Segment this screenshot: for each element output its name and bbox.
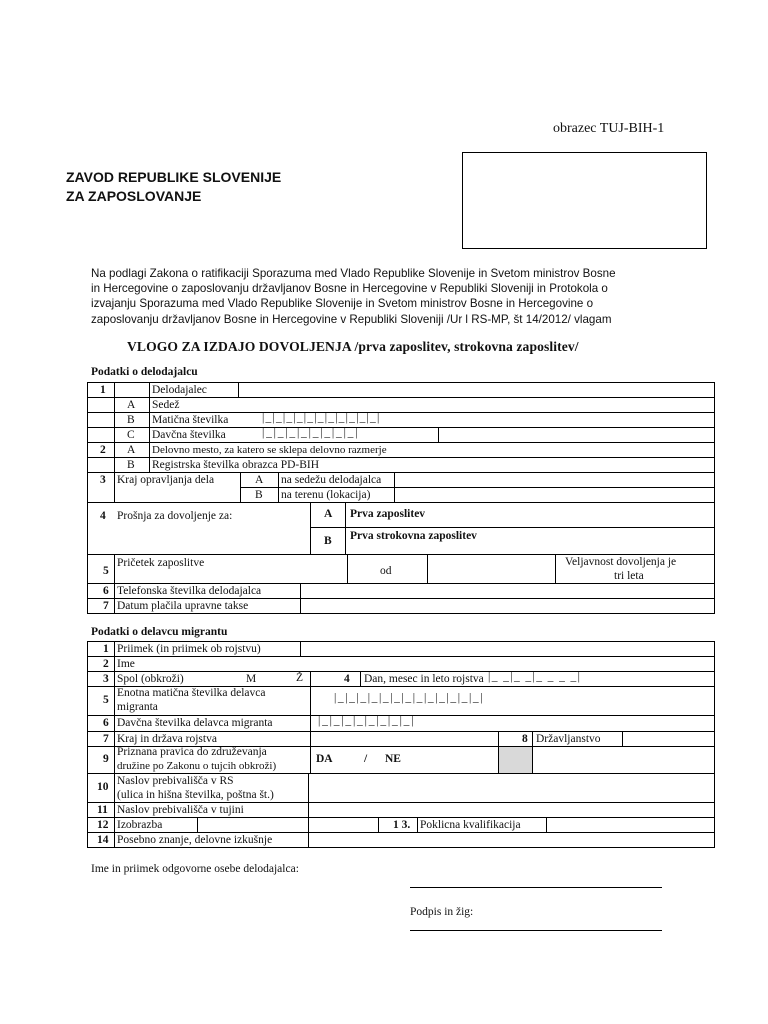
row-number: 5 [103, 694, 109, 706]
row-number: 3 [103, 673, 109, 685]
registration-number-boxes[interactable]: |_|_|_|_|_|_|_|_|_|_|_| [262, 412, 381, 424]
signature-line[interactable] [410, 930, 662, 931]
signature-label: Podpis in žig: [410, 906, 474, 918]
yes-no-separator: / [364, 753, 368, 765]
intro-line: zaposlovanju državljanov Bosne in Hercegovine v Republiki Sloveniji /Ur l RS-MP, št 14/2012/ vlagam [91, 312, 612, 326]
row-number: 1 [100, 384, 106, 396]
first-name-field[interactable] [190, 658, 710, 670]
row-number: 1 [103, 643, 109, 655]
citizenship-label: Državljanstvo [536, 733, 601, 745]
surname-label: Priimek (in priimek ob rojstvu) [117, 643, 261, 655]
registration-number-label: Matična številka [152, 414, 229, 426]
address-abroad-label: Naslov prebivališča v tujini [117, 804, 244, 816]
citizenship-field[interactable] [624, 733, 712, 745]
fee-payment-date-label: Datum plačila upravne takse [117, 600, 249, 612]
birth-date-boxes[interactable]: |_ _|_ _|_ _ _ _| [488, 671, 582, 683]
row-number: 2 [100, 444, 106, 456]
row-number: 7 [103, 600, 109, 612]
intro-line: Na podlagi Zakona o ratifikaciji Sporazuma med Vlado Republike Slovenije in Svetom ministrov Bosne [91, 267, 616, 280]
row-number: 2 [103, 658, 109, 670]
tax-number-label: Davčna številka [152, 429, 226, 441]
row-letter: A [127, 399, 136, 411]
row-number: 14 [97, 834, 109, 846]
family-right-label-line-1: Priznana pravica do združevanja [117, 746, 267, 758]
employer-phone-field[interactable] [302, 585, 712, 597]
family-right-label-line-2: družine po Zakonu o tujcih obkroži) [117, 760, 277, 772]
surname-field[interactable] [302, 643, 712, 655]
row-number: 6 [103, 585, 109, 597]
address-abroad-field[interactable] [310, 804, 712, 816]
employer-phone-label: Telefonska številka delodajalca [117, 585, 262, 597]
row-number: 11 [97, 804, 108, 816]
institution-line-2: ZA ZAPOSLOVANJE [66, 188, 202, 204]
work-place-option-field[interactable]: na terenu (lokacija) [281, 489, 371, 501]
qualification-label: Poklicna kvalifikacija [420, 819, 521, 831]
address-slovenia-field[interactable] [310, 775, 712, 801]
seat-label: Sedež [152, 399, 180, 411]
row-number: 6 [103, 717, 109, 729]
institution-line-1: ZAVOD REPUBLIKE SLOVENIJE [66, 169, 282, 185]
option-letter: B [324, 535, 332, 547]
worker-tax-number-boxes[interactable]: |_|_|_|_|_|_|_|_| [318, 715, 416, 727]
validity-line-2: tri leta [614, 570, 644, 582]
birth-date-label: Dan, mesec in leto rojstva [364, 673, 484, 685]
seat-field[interactable] [240, 399, 710, 411]
row-number: 10 [97, 781, 109, 793]
row-number: 4 [100, 510, 106, 522]
emso-label-line-1: Enotna matična številka delavca [117, 687, 266, 699]
shaded-cell [498, 747, 532, 773]
birth-place-label: Kraj in država rojstva [117, 733, 217, 745]
job-position-field[interactable] [432, 444, 710, 456]
option-letter: A [324, 508, 333, 520]
row-number: 8 [522, 733, 528, 745]
responsible-person-line[interactable] [410, 887, 662, 888]
emso-label-line-2: migranta [117, 701, 158, 713]
address-slovenia-label-line-1: Naslov prebivališča v RS [117, 775, 234, 787]
skills-experience-label: Posebno znanje, delovne izkušnje [117, 834, 273, 846]
row-letter: B [127, 414, 135, 426]
first-professional-employment-option[interactable]: Prva strokovna zaposlitev [350, 530, 477, 542]
gender-label: Spol (obkroži) [117, 673, 184, 685]
pd-bih-number-field[interactable] [345, 459, 710, 471]
qualification-field[interactable] [548, 819, 712, 831]
from-label: od [380, 565, 392, 577]
emso-boxes[interactable]: |_|_|_|_|_|_|_|_|_|_|_|_|_| [334, 692, 485, 704]
intro-line: izvajanju Sporazuma med Vlado Republike Slovenije in Svetom ministrov Bosne in Hercegovine o [91, 297, 594, 311]
work-place-option-seat[interactable]: na sedežu delodajalca [281, 474, 382, 486]
form-title: VLOGO ZA IZDAJO DOVOLJENJA /prva zaposlitev, strokovna zaposlitev/ [127, 339, 579, 354]
institution-name [66, 168, 281, 206]
tax-number-boxes[interactable]: |_|_|_|_|_|_|_|_| [262, 427, 360, 439]
fee-payment-date-field[interactable] [302, 600, 712, 612]
form-code: obrazec TUJ-BIH-1 [553, 121, 665, 136]
first-name-label: Ime [117, 658, 135, 670]
work-place-label: Kraj opravljanja dela [117, 474, 215, 486]
first-employment-option[interactable]: Prva zaposlitev [350, 508, 426, 520]
responsible-person-label: Ime in priimek odgovorne osebe delodajalca: [91, 863, 299, 875]
validity-line-1: Veljavnost dovoljenja je [565, 556, 677, 568]
pd-bih-number-label: Registrska številka obrazca PD-BIH [152, 459, 320, 471]
option-letter: B [255, 489, 263, 501]
option-letter: A [255, 474, 264, 486]
gender-option-female[interactable]: Ž [296, 672, 304, 684]
job-position-label: Delovno mesto, za katero se sklepa delovno razmerje [152, 444, 387, 456]
row-number: 9 [103, 753, 109, 765]
intro-paragraph [91, 266, 691, 327]
row-letter: A [127, 444, 136, 456]
skills-experience-field[interactable] [310, 834, 712, 846]
row-number: 1 3. [393, 819, 411, 831]
row-number: 4 [344, 673, 350, 685]
no-option[interactable]: NE [385, 753, 401, 765]
education-field[interactable] [199, 819, 377, 831]
worker-tax-number-label: Davčna številka delavca migranta [117, 717, 273, 729]
row-letter: B [127, 459, 135, 471]
intro-line: in Hercegovine o zaposlovanju državljanov Bosne in Hercegovine v Republiki Sloveniji in Protokola o [91, 282, 608, 296]
gender-option-male[interactable]: M [246, 673, 257, 685]
row-letter: C [127, 429, 135, 441]
row-number: 5 [103, 565, 109, 577]
row-number: 7 [103, 733, 109, 745]
row-number: 12 [97, 819, 109, 831]
permit-request-label: Prošnja za dovoljenje za: [117, 510, 233, 522]
worker-section-heading: Podatki o delavcu migrantu [91, 626, 228, 638]
employment-start-date-field[interactable] [428, 556, 554, 582]
address-slovenia-label-line-2: (ulica in hišna številka, poštna št.) [117, 789, 274, 801]
employer-label: Delodajalec [152, 384, 207, 396]
birth-place-field[interactable] [312, 733, 496, 745]
employer-field[interactable] [240, 384, 710, 396]
row-number: 3 [100, 474, 106, 486]
employer-section-heading: Podatki o delodajalcu [91, 366, 198, 378]
education-label: Izobrazba [117, 819, 163, 831]
yes-option[interactable]: DA [316, 753, 333, 765]
employment-start-label: Pričetek zaposlitve [117, 557, 205, 569]
registry-stamp-box [462, 152, 707, 249]
